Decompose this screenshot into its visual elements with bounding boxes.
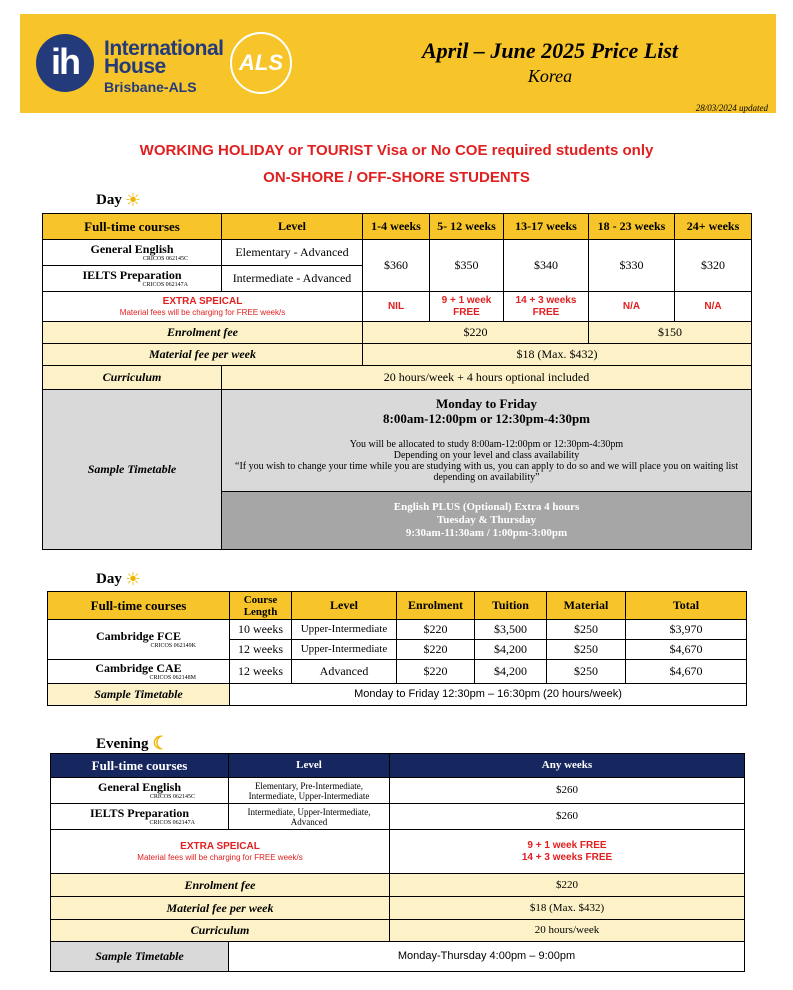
price-1-4: $360 <box>363 240 430 292</box>
cambridge-price-table <box>47 591 747 706</box>
course-ielts: IELTS Preparation CRICOS 062147A <box>43 266 222 292</box>
sun-icon: ☀ <box>124 569 141 589</box>
price-18-23: $330 <box>589 240 675 292</box>
table-row-enrolment: $220 <box>397 620 475 640</box>
enrolment-value-b: $150 <box>589 322 752 344</box>
table-row-total: $4,670 <box>626 660 747 684</box>
evening-price-table <box>50 753 745 972</box>
e-price-ielts: $260 <box>390 804 745 830</box>
c-col-header-total: Total <box>626 592 747 620</box>
extra-special-cell: EXTRA SPEICAL Material fees will be charging for FREE week/s <box>43 292 363 322</box>
table-row-enrolment: $220 <box>397 660 475 684</box>
e-timetable-label: Sample Timetable <box>51 942 229 972</box>
e-col-header-any-weeks: Any weeks <box>390 754 745 778</box>
price-24plus: $320 <box>675 240 752 292</box>
special-5-12: 9 + 1 week FREE <box>430 292 504 322</box>
sun-icon: ☀ <box>124 190 141 210</box>
special-13-17: 14 + 3 weeks FREE <box>504 292 589 322</box>
table-row-length: 10 weeks <box>230 620 292 640</box>
col-header-13-17: 13-17 weeks <box>504 214 589 240</box>
day-section-label: Day ☀ <box>96 190 141 210</box>
e-course-general-english: General English CRICOS 062145C <box>51 778 229 804</box>
e-curriculum-value: 20 hours/week <box>390 920 745 942</box>
c-col-header-enrolment: Enrolment <box>397 592 475 620</box>
col-header-level: Level <box>222 214 363 240</box>
special-18-23: N/A <box>589 292 675 322</box>
table-row-material: $250 <box>547 640 626 660</box>
c-timetable-value: Monday to Friday 12:30pm – 16:30pm (20 hours/week) <box>230 684 747 706</box>
table-row-level: Upper-Intermediate <box>292 620 397 640</box>
material-label: Material fee per week <box>43 344 363 366</box>
col-header-5-12: 5- 12 weeks <box>430 214 504 240</box>
e-col-header-course: Full-time courses <box>51 754 229 778</box>
table-row-length: 12 weeks <box>230 660 292 684</box>
table-row-level: Advanced <box>292 660 397 684</box>
col-header-course: Full-time courses <box>43 214 222 240</box>
course-cambridge-cae: Cambridge CAE CRICOS 062148M <box>48 660 230 684</box>
c-col-header-course: Full-time courses <box>48 592 230 620</box>
e-material-label: Material fee per week <box>51 897 390 920</box>
c-col-header-length: Course Length <box>230 592 292 620</box>
e-curriculum-label: Curriculum <box>51 920 390 942</box>
e-extra-special-cell: EXTRA SPEICAL Material fees will be charging for FREE week/s <box>51 830 390 874</box>
enrolment-value-a: $220 <box>363 322 589 344</box>
price-5-12: $350 <box>430 240 504 292</box>
curriculum-value: 20 hours/week + 4 hours optional included <box>222 366 752 390</box>
table-row-tuition: $4,200 <box>475 640 547 660</box>
special-24plus: N/A <box>675 292 752 322</box>
page-title: April – June 2025 Price List <box>421 38 679 63</box>
timetable-label: Sample Timetable <box>43 390 222 550</box>
e-timetable-value: Monday-Thursday 4:00pm – 9:00pm <box>229 942 745 972</box>
e-material-value: $18 (Max. $432) <box>390 897 745 920</box>
special-1-4: NIL <box>363 292 430 322</box>
table-row-tuition: $4,200 <box>475 660 547 684</box>
timetable-main: Monday to Friday 8:00am-12:00pm or 12:30pm-4:30pm You will be allocated to study 8:00am-12:00pm or 12:30pm-4:30pm Depending on your level and class availability “If you wish to change your time while you are studying with us, you can apply to do so and we will place you on waiting list depending on availability” <box>222 390 752 492</box>
notice-line-1: WORKING HOLIDAY or TOURIST Visa or No COE required students only <box>139 142 654 159</box>
moon-icon: ☾ <box>152 733 169 753</box>
e-price-general-english: $260 <box>390 778 745 804</box>
e-level-general-english: Elementary, Pre-Intermediate, Intermediate, Upper-Intermediate <box>229 778 390 804</box>
table-row-length: 12 weeks <box>230 640 292 660</box>
e-enrolment-label: Enrolment fee <box>51 874 390 897</box>
table-row-level: Upper-Intermediate <box>292 640 397 660</box>
table-row-total: $4,670 <box>626 640 747 660</box>
c-col-header-level: Level <box>292 592 397 620</box>
material-value: $18 (Max. $432) <box>363 344 752 366</box>
enrolment-label: Enrolment fee <box>43 322 363 344</box>
c-timetable-label: Sample Timetable <box>48 684 230 706</box>
updated-date: 28/03/2024 updated <box>695 103 768 113</box>
curriculum-label: Curriculum <box>43 366 222 390</box>
table-row-total: $3,970 <box>626 620 747 640</box>
e-course-ielts: IELTS Preparation CRICOS 062147A <box>51 804 229 830</box>
logo-wordmark: International House Brisbane-ALS <box>104 37 224 95</box>
level-ielts: Intermediate - Advanced <box>222 266 363 292</box>
english-plus-cell: English PLUS (Optional) Extra 4 hours Tuesday & Thursday 9:30am-11:30am / 1:00pm-3:00pm <box>222 492 752 550</box>
day-price-table <box>42 213 752 550</box>
col-header-24plus: 24+ weeks <box>675 214 752 240</box>
course-general-english: General English CRICOS 062145C <box>43 240 222 266</box>
course-cambridge-fce: Cambridge FCE CRICOS 062149K <box>48 620 230 660</box>
e-special-value: 9 + 1 week FREE 14 + 3 weeks FREE <box>390 830 745 874</box>
c-col-header-tuition: Tuition <box>475 592 547 620</box>
table-row-material: $250 <box>547 660 626 684</box>
table-row-tuition: $3,500 <box>475 620 547 640</box>
e-col-header-level: Level <box>229 754 390 778</box>
header-banner <box>20 14 776 113</box>
ih-logo: ih <box>36 34 94 92</box>
price-13-17: $340 <box>504 240 589 292</box>
day-section-label-2: Day ☀ <box>96 569 141 589</box>
col-header-1-4: 1-4 weeks <box>363 214 430 240</box>
e-level-ielts: Intermediate, Upper-Intermediate, Advanced <box>229 804 390 830</box>
table-row-enrolment: $220 <box>397 640 475 660</box>
notice-line-2: ON-SHORE / OFF-SHORE STUDENTS <box>263 169 530 186</box>
e-enrolment-value: $220 <box>390 874 745 897</box>
als-logo: ALS <box>230 32 292 94</box>
table-row-material: $250 <box>547 620 626 640</box>
evening-section-label: Evening ☾ <box>96 733 169 753</box>
col-header-18-23: 18 - 23 weeks <box>589 214 675 240</box>
page-subtitle: Korea <box>527 66 573 86</box>
level-general-english: Elementary - Advanced <box>222 240 363 266</box>
c-col-header-material: Material <box>547 592 626 620</box>
